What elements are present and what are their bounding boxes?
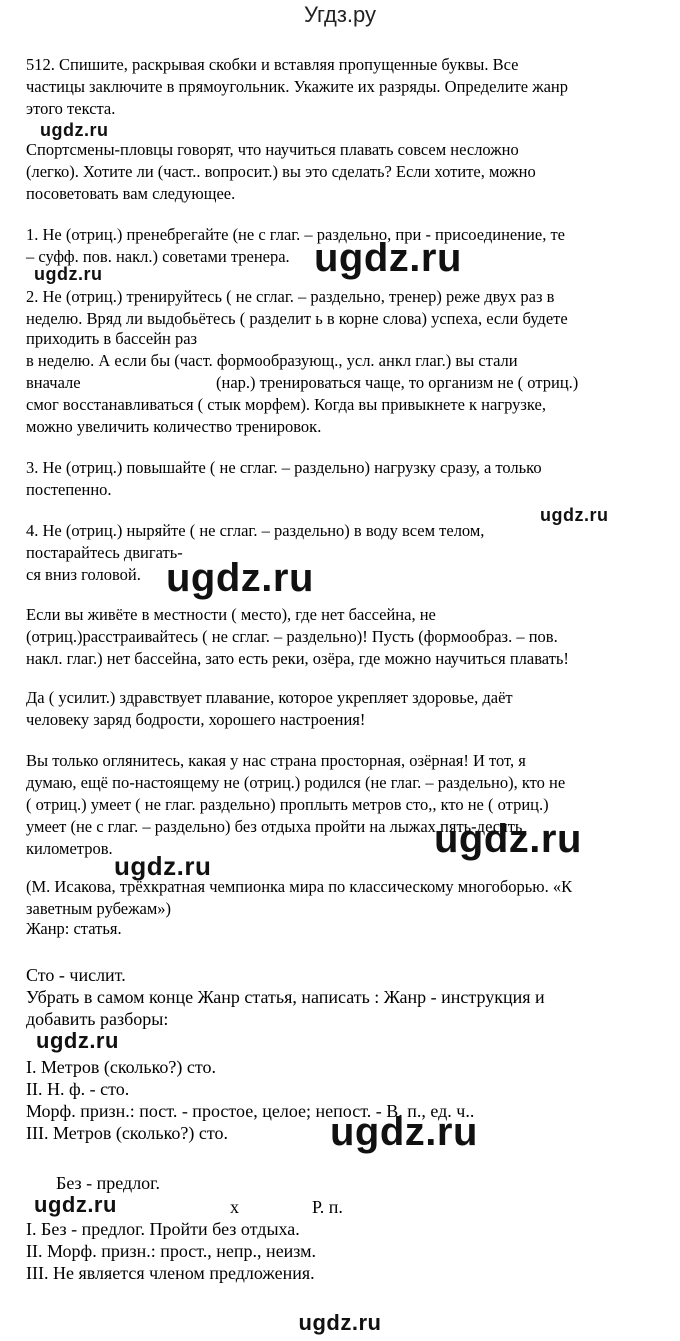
bez-x: х (230, 1197, 239, 1217)
p2-line-5a: вначале (26, 373, 81, 392)
p4-line-1: 4. Не (отриц.) ныряйте ( не сглаг. – раздельно) в воду всем телом, (26, 521, 485, 540)
p1-line-2: – суфф. пов. накл.) советами тренера. (26, 247, 290, 266)
watermark-big: ugdz.ru (314, 236, 462, 280)
p2-line-7: можно увеличить количество тренировок. (26, 417, 322, 436)
watermark-big: ugdz.ru (434, 817, 582, 861)
bez-title: Без - предлог. (56, 1173, 161, 1193)
p2-line-3: приходить в бассейн раз (26, 329, 198, 348)
notes-line-5: II. Н. ф. - сто. (26, 1079, 130, 1099)
p3-line-2: постепенно. (26, 480, 112, 499)
bez-line-1: I. Без - предлог. Пройти без отдыха. (26, 1219, 300, 1239)
notes-line-4: I. Метров (сколько?) сто. (26, 1057, 217, 1077)
source-line-2: заветным рубежам») (26, 899, 172, 918)
watermark-big: ugdz.ru (166, 556, 314, 600)
p7-line-5: километров. (26, 839, 113, 858)
p3-line-1: 3. Не (отриц.) повышайте ( не сглаг. – раздельно) нагрузку сразу, а только (26, 458, 542, 477)
p7-line-3: ( отриц.) умеет ( не глаг. раздельно) проплыть метров сто,, кто не ( отриц.) (26, 795, 549, 814)
bez-line-3: III. Не является членом предложения. (26, 1263, 315, 1283)
footer-watermark: ugdz.ru (298, 1310, 382, 1335)
p2-line-2: неделю. Вряд ли выдобьётесь ( разделит ь в корне слова) успеха, если будете (26, 309, 568, 328)
p5-line-1: Если вы живёте в местности ( место), где нет бассейна, не (26, 605, 436, 624)
intro-line-1: Спортсмены-пловцы говорят, что научиться плавать совсем несложно (26, 140, 519, 159)
p2-line-5b: (нар.) тренироваться чаще, то организм не ( отриц.) (216, 373, 579, 392)
watermark-small: ugdz.ru (114, 851, 212, 881)
notes-line-1: Сто - числит. (26, 965, 126, 985)
p4-line-2: постарайтесь двигать- (26, 543, 183, 562)
p5-line-2: (отриц.)расстраивайтесь ( не сглаг. – раздельно)! Пусть (формообраз. – пов. (26, 627, 558, 646)
p2-line-4: в неделю. А если бы (част. формообразующ., усл. анкл глаг.) вы стали (26, 351, 518, 370)
task-line-3: этого текста. (26, 99, 116, 118)
p1-line-1: 1. Не (отриц.) пренебрегайте (не с глаг. – раздельно, при - присоединение, те (26, 225, 565, 244)
p7-line-4: умеет (не с глаг. – раздельно) без отдыха пройти на лыжах пять-десять (26, 817, 523, 836)
bez-case: Р. п. (312, 1197, 343, 1217)
notes-line-3: добавить разборы: (26, 1009, 169, 1029)
watermark-small: ugdz.ru (40, 120, 109, 140)
notes-line-7: III. Метров (сколько?) сто. (26, 1123, 229, 1143)
task-line-1: 512. Спишите, раскрывая скобки и вставляя пропущенные буквы. Все (26, 55, 519, 74)
p7-line-1: Вы только оглянитесь, какая у нас страна просторная, озёрная! И тот, я (26, 751, 526, 770)
watermark-small: ugdz.ru (540, 505, 609, 525)
p7-line-2: думаю, ещё по-настоящему не (отриц.) родился (не глаг. – раздельно), кто не (26, 773, 566, 792)
p2-line-6: смог восстанавливаться ( стык морфем). Когда вы привыкнете к нагрузке, (26, 395, 546, 414)
intro-line-3: посоветовать вам следующее. (26, 184, 236, 203)
watermark-small: ugdz.ru (34, 264, 103, 284)
p4-line-3: ся вниз головой. (26, 565, 141, 584)
p5-line-3: накл. глаг.) нет бассейна, зато есть реки, озёра, где можно научиться плавать! (26, 649, 569, 668)
source-line-3: Жанр: статья. (26, 919, 122, 938)
task-line-2: частицы заключите в прямоугольник. Укажите их разряды. Определите жанр (26, 77, 569, 96)
bez-line-2: II. Морф. призн.: прост., непр., неизм. (26, 1241, 317, 1261)
notes-line-6: Морф. призн.: пост. - простое, целое; непост. - В. п., ед. ч.. (26, 1101, 475, 1121)
source-line-1: (М. Исакова, трёхкратная чемпионка мира по классическому многоборью. «К (26, 877, 573, 896)
notes-line-2: Убрать в самом конце Жанр статья, написать : Жанр - инструкция и (26, 987, 545, 1007)
page-header: Угдз.ру (303, 2, 377, 27)
p2-line-1: 2. Не (отриц.) тренируйтесь ( не сглаг. – раздельно, тренер) реже двух раз в (26, 287, 555, 306)
watermark-big: ugdz.ru (330, 1110, 478, 1154)
watermark-small: ugdz.ru (36, 1028, 119, 1053)
intro-line-2: (легко). Хотите ли (част.. вопросит.) вы это сделать? Если хотите, можно (26, 162, 536, 181)
p6-line-1: Да ( усилит.) здравствует плавание, которое укрепляет здоровье, даёт (26, 688, 513, 707)
watermark-small: ugdz.ru (34, 1192, 117, 1217)
p6-line-2: человеку заряд бодрости, хорошего настроения! (26, 710, 366, 729)
